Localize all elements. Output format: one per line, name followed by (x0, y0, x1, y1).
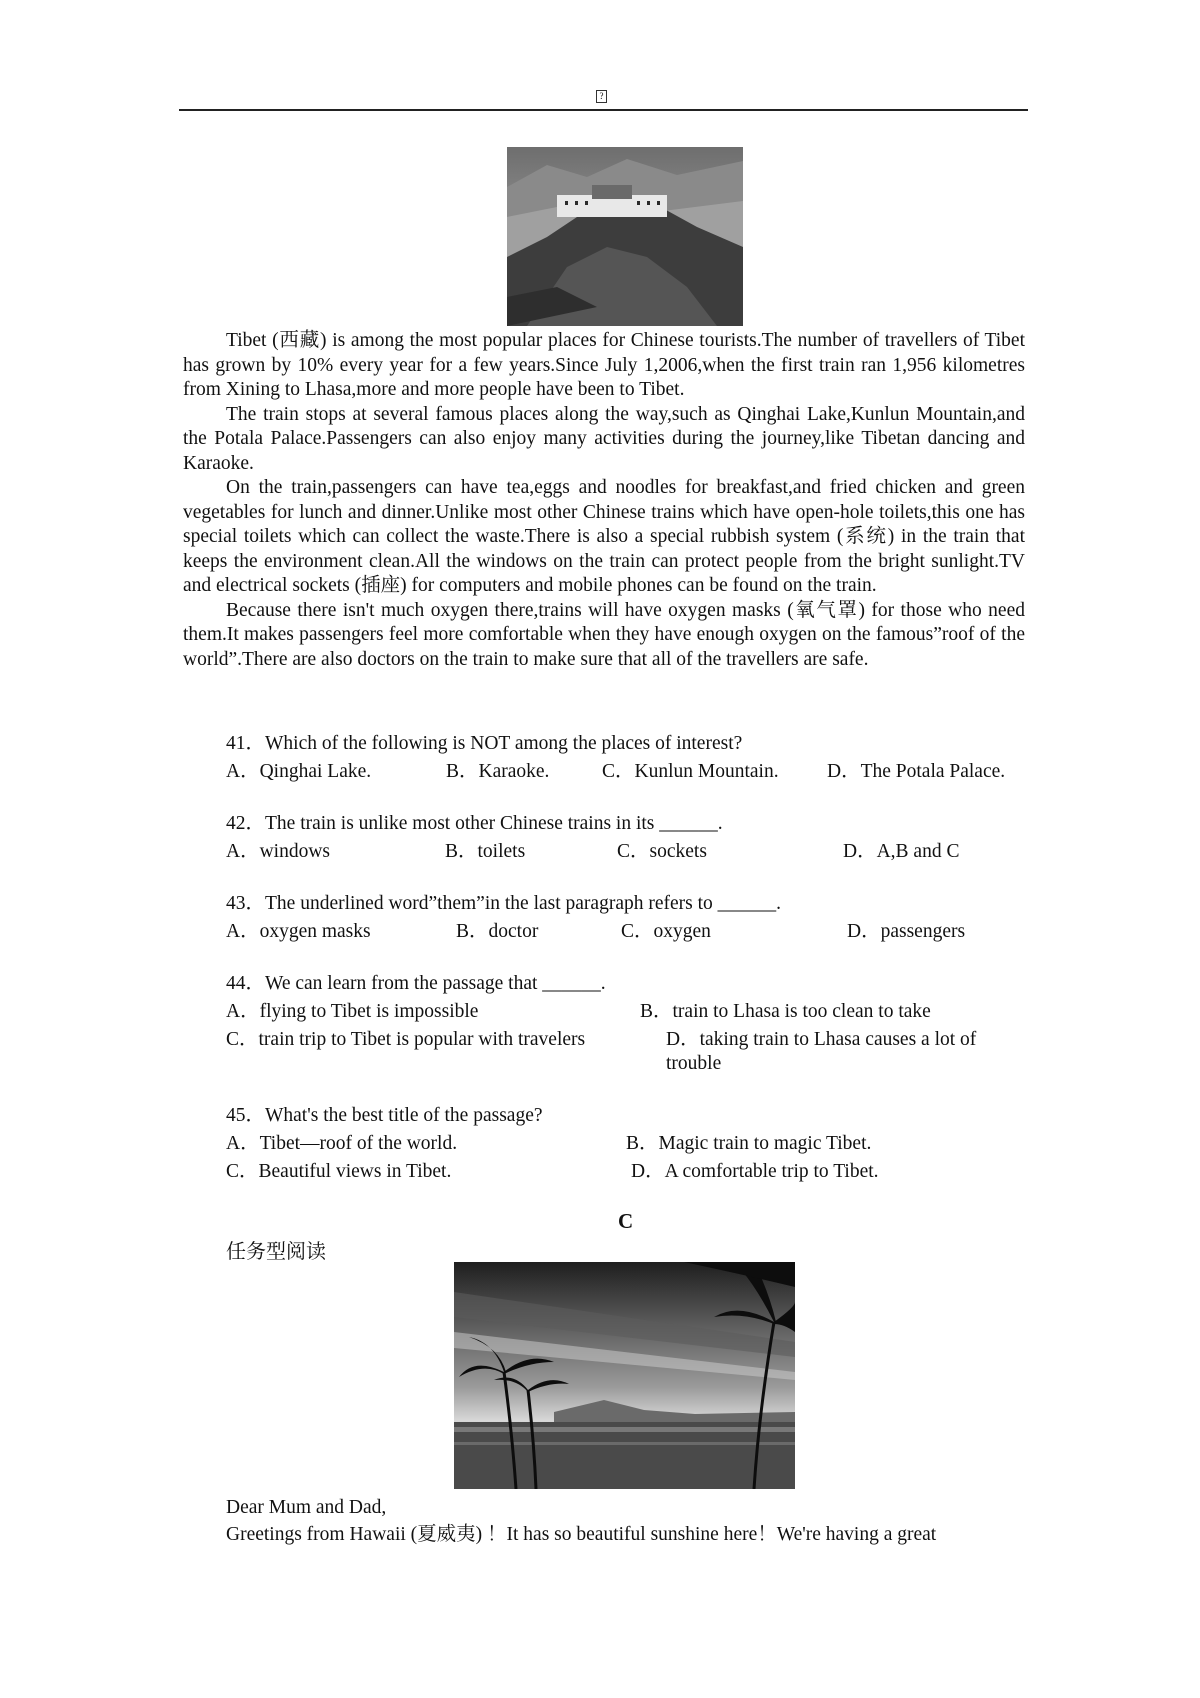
hawaii-sunset-photo (454, 1262, 795, 1489)
question-42-stem: 42．The train is unlike most other Chinese trains in its ______. (226, 813, 723, 834)
passage-paragraph-1: Tibet (西藏) is among the most popular places for Chinese tourists.The number of travellers of Tibet has grown by 10% every year for a few years.Since July 1,2006,when the first train ran 1,956 kilometres from Xining to Lhasa,more and more people have been to Tibet. (183, 330, 1025, 400)
section-c-title: 任务型阅读 (226, 1241, 326, 1263)
question-44-option-b: B．train to Lhasa is too clean to take (640, 1001, 931, 1022)
question-41-stem: 41．Which of the following is NOT among the places of interest? (226, 733, 743, 754)
passage-paragraph-4: Because there isn't much oxygen there,trains will have oxygen masks (氧气罩) for those who need them.It makes passengers feel more comfortable when they have enough oxygen on the famous”roof of the world”.There are also doctors on the train to make sure that all of the travellers are safe. (183, 599, 1025, 670)
passage-paragraph-3: On the train,passengers can have tea,eggs and noodles for breakfast,and fried chicken and green vegetables for lunch and dinner.Unlike most other Chinese trains which have open-hole toilets,this one has special toilets which can collect the waste.There is also a special rubbish system (系统) in the train that keeps the environment clean.All the windows on the train can protect people from the bright sunlight.TV and electrical sockets (插座) for computers and mobile phones can be found on the train. (183, 477, 1025, 596)
question-44-option-a: A．flying to Tibet is impossible (226, 1001, 479, 1022)
question-44-option-d-text: D．taking train to Lhasa causes a lot of trouble (666, 1029, 977, 1074)
question-45-option-c: C．Beautiful views in Tibet. (226, 1161, 452, 1182)
question-45-stem: 45．What's the best title of the passage? (226, 1105, 543, 1126)
question-45-option-b: B．Magic train to magic Tibet. (626, 1133, 872, 1154)
question-41-option-d: D．The Potala Palace. (827, 761, 1006, 782)
passage-paragraph-2: The train stops at several famous places along the way,such as Qinghai Lake,Kunlun Mountain,and the Potala Palace.Passengers can also enjoy many activities during the journey,like Tibetan dancing and Karaoke. (183, 403, 1025, 474)
question-43-option-b: B．doctor (456, 921, 539, 942)
question-42-option-c: C．sockets (617, 841, 707, 862)
passage-b (183, 329, 1025, 672)
question-41-option-b: B．Karaoke. (446, 761, 550, 782)
question-43-option-a: A．oxygen masks (226, 921, 371, 942)
letter-first-line: Greetings from Hawaii (夏威夷) ！It has so beautiful sunshine here！We're having a great (226, 1524, 937, 1545)
section-c-letter: C (618, 1209, 634, 1233)
question-44-option-c: C．train trip to Tibet is popular with travelers (226, 1029, 586, 1050)
question-43-option-c: C．oxygen (621, 921, 711, 942)
question-45-option-d: D．A comfortable trip to Tibet. (631, 1161, 879, 1182)
question-42-option-b: B．toilets (445, 841, 526, 862)
question-43-option-d: D．passengers (847, 921, 966, 942)
question-44-option-d (666, 1028, 1028, 1076)
question-42-option-d: D．A,B and C (843, 841, 960, 862)
header-glyph: ? (596, 90, 607, 103)
letter-salutation: Dear Mum and Dad, (226, 1497, 387, 1518)
header-rule (179, 109, 1028, 111)
question-41-option-a: A．Qinghai Lake. (226, 761, 372, 782)
question-43-stem: 43．The underlined word”them”in the last paragraph refers to ______. (226, 893, 782, 914)
question-42-option-a: A．windows (226, 841, 331, 862)
question-45-option-a: A．Tibet—roof of the world. (226, 1133, 458, 1154)
question-41-option-c: C．Kunlun Mountain. (602, 761, 779, 782)
question-44-stem: 44．We can learn from the passage that ______. (226, 973, 606, 994)
potala-palace-photo (507, 147, 743, 326)
